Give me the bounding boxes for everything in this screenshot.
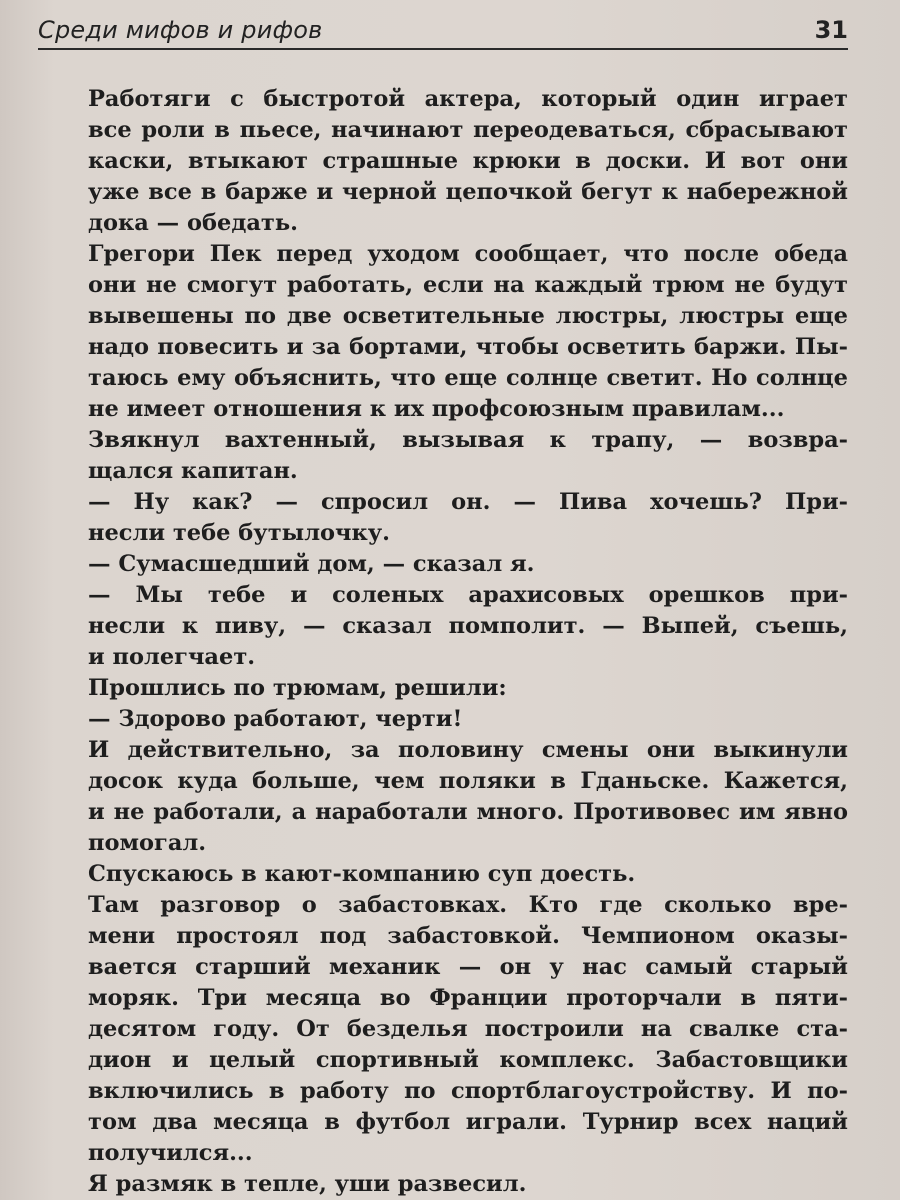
- text-line: они не смогут работать, если на каждый трюм не будут: [88, 272, 848, 298]
- text-line: вается старший механик — он у нас самый старый: [88, 954, 848, 980]
- text-line: Спускаюсь в кают-компанию суп доесть.: [88, 861, 636, 887]
- text-line: дока — обедать.: [88, 210, 298, 236]
- text-line: таюсь ему объяснить, что еще солнце светит. Но солнце: [88, 365, 848, 391]
- text-line: — Здорово работают, черти!: [88, 706, 463, 732]
- text-line: мени простоял под забастовкой. Чемпионом оказы-: [88, 923, 848, 949]
- running-head: [38, 14, 848, 50]
- text-line: не имеет отношения к их профсоюзным правилам...: [88, 396, 785, 422]
- text-line: несли тебе бутылочку.: [88, 520, 391, 546]
- text-line: досок куда больше, чем поляки в Гданьске. Кажется,: [88, 768, 848, 794]
- text-line: несли к пиву, — сказал помполит. — Выпей, съешь,: [88, 613, 848, 639]
- text-line: и не работали, а наработали много. Противовес им явно: [88, 799, 848, 825]
- text-line: — Ну как? — спросил он. — Пива хочешь? При-: [88, 489, 848, 515]
- text-line: Я размяк в тепле, уши развесил.: [88, 1171, 527, 1197]
- text-line: И действительно, за половину смены они выкинули: [88, 737, 848, 763]
- text-line: дион и целый спортивный комплекс. Забастовщики: [88, 1047, 848, 1073]
- text-line: щался капитан.: [88, 458, 298, 484]
- text-line: Прошлись по трюмам, решили:: [88, 675, 507, 701]
- text-line: том два месяца в футбол играли. Турнир всех наций: [88, 1109, 848, 1135]
- text-line: десятом году. От безделья построили на свалке ста-: [88, 1016, 848, 1042]
- text-line: Там разговор о забастовках. Кто где сколько вре-: [88, 892, 848, 918]
- text-line: получился...: [88, 1140, 253, 1166]
- page-number: 31: [814, 16, 848, 44]
- text-line: включились в работу по спортблагоустройству. И по-: [88, 1078, 848, 1104]
- text-line: и полегчает.: [88, 644, 256, 670]
- running-title: Среди мифов и рифов: [38, 16, 323, 44]
- text-line: — Сумасшедший дом, — сказал я.: [88, 551, 535, 577]
- text-line: Грегори Пек перед уходом сообщает, что после обеда: [88, 241, 848, 267]
- text-line: все роли в пьесе, начинают переодеваться, сбрасывают: [88, 117, 848, 143]
- text-line: помогал.: [88, 830, 207, 856]
- text-line: Работяги с быстротой актера, который один играет: [88, 86, 848, 112]
- text-line: Звякнул вахтенный, вызывая к трапу, — возвра-: [88, 427, 848, 453]
- text-line: вывешены по две осветительные люстры, люстры еще: [88, 303, 848, 329]
- text-line: надо повесить и за бортами, чтобы осветить баржи. Пы-: [88, 334, 848, 360]
- text-line: моряк. Три месяца во Франции проторчали в пяти-: [88, 985, 848, 1011]
- text-line: — Мы тебе и соленых арахисовых орешков при-: [88, 582, 848, 608]
- body-text: [88, 84, 848, 1200]
- text-line: каски, втыкают страшные крюки в доски. И вот они: [88, 148, 848, 174]
- text-line: уже все в барже и черной цепочкой бегут к набережной: [88, 179, 848, 205]
